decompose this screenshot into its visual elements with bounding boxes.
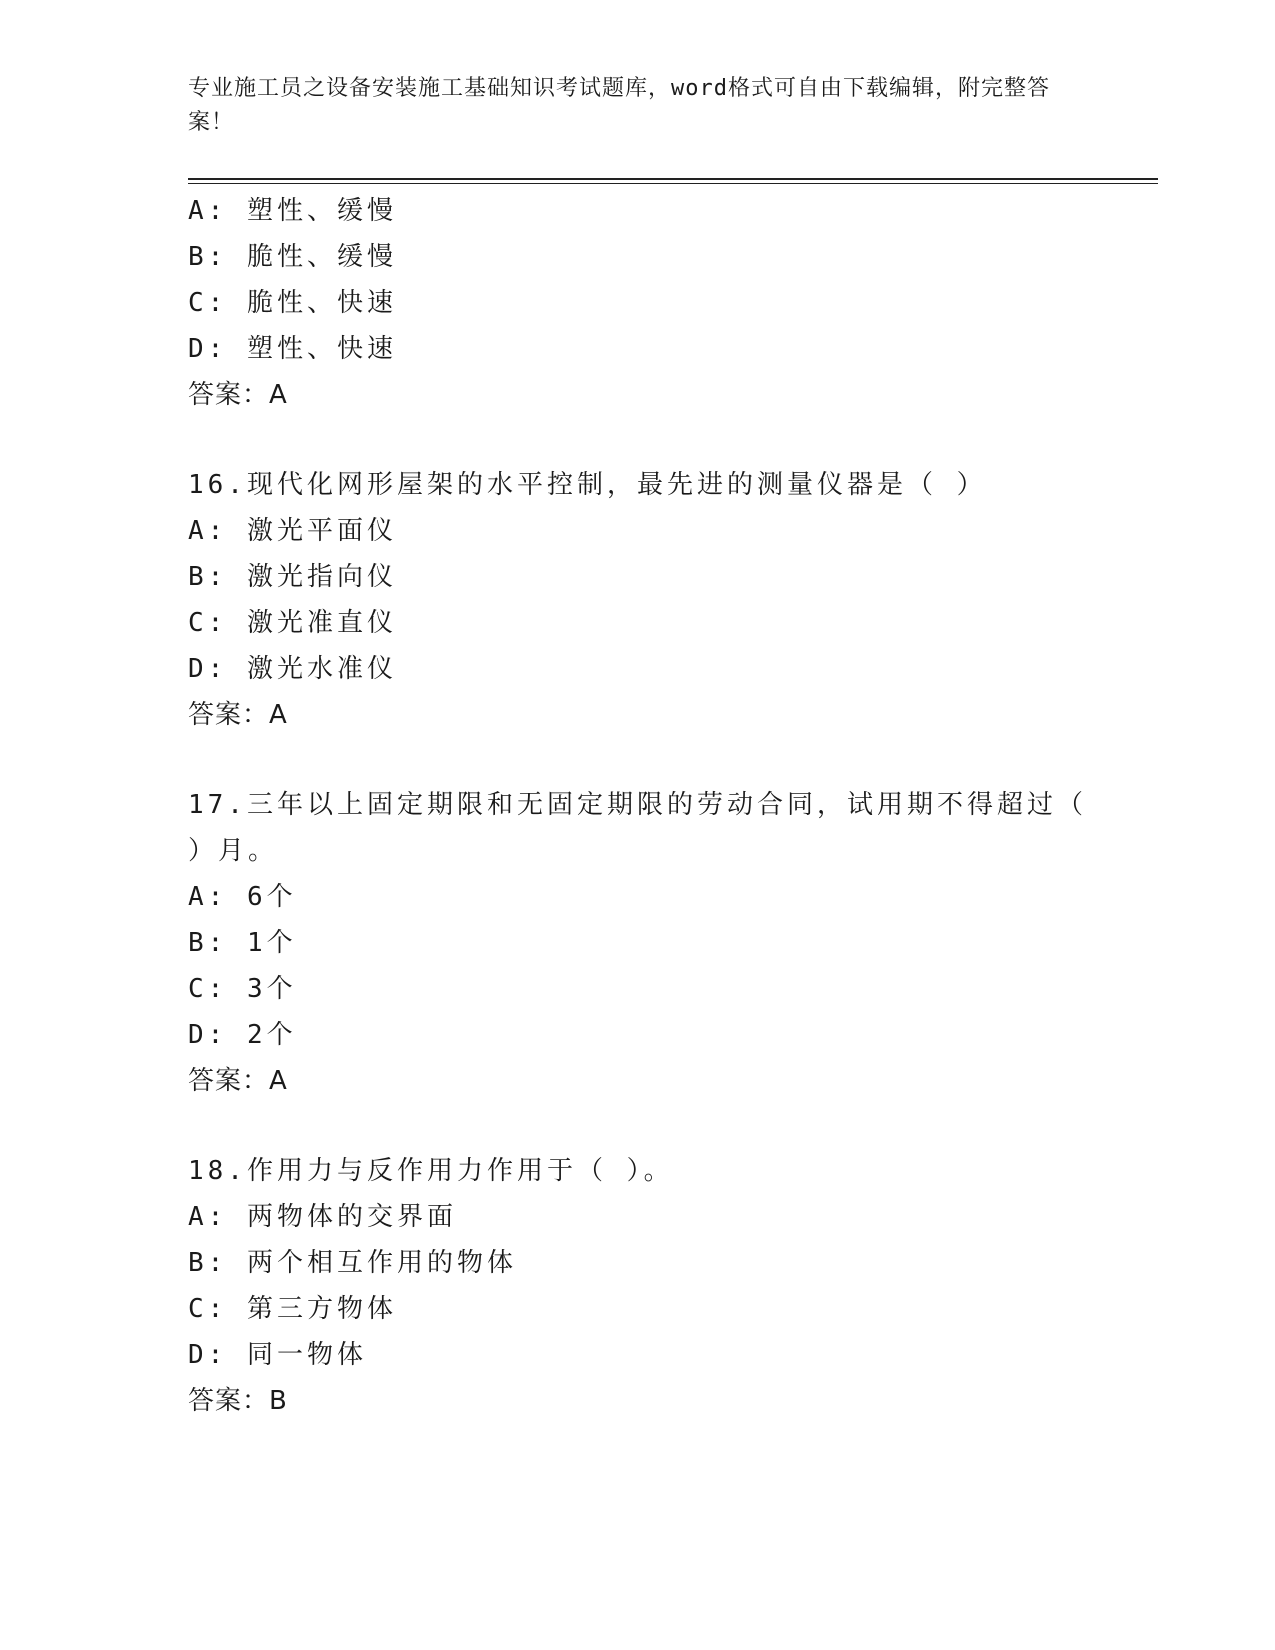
answer: 答案：A (188, 700, 288, 730)
option-a: A: 6个 (188, 882, 297, 912)
option-b: B: 两个相互作用的物体 (188, 1248, 517, 1278)
question-17 (188, 782, 1108, 1104)
option-d: D: 同一物体 (188, 1340, 367, 1370)
option-b: B: 1个 (188, 928, 297, 958)
document-header: 专业施工员之设备安装施工基础知识考试题库，word格式可自由下载编辑，附完整答案！ (188, 76, 1050, 135)
option-c: C: 激光准直仪 (188, 608, 397, 638)
question-list (188, 188, 1108, 1424)
question-stem: 16.现代化网形屋架的水平控制，最先进的测量仪器是（ ） (188, 470, 987, 500)
option-b: B: 脆性、缓慢 (188, 242, 397, 272)
header-divider-thin (188, 183, 1158, 184)
option-d: D: 2个 (188, 1020, 297, 1050)
question-18 (188, 1148, 1108, 1424)
answer: 答案：A (188, 380, 288, 410)
answer: 答案：A (188, 1066, 288, 1096)
option-b: B: 激光指向仪 (188, 562, 397, 592)
option-c: C: 第三方物体 (188, 1294, 397, 1324)
header-divider-thick (188, 178, 1158, 180)
previous-question-block (188, 188, 1108, 418)
option-a: A: 两物体的交界面 (188, 1202, 457, 1232)
option-a: A: 激光平面仪 (188, 516, 397, 546)
option-d: D: 塑性、快速 (188, 334, 397, 364)
option-a: A: 塑性、缓慢 (188, 196, 397, 226)
question-stem: 18.作用力与反作用力作用于（ ）。 (188, 1156, 674, 1186)
question-16 (188, 462, 1108, 738)
option-d: D: 激光水准仪 (188, 654, 397, 684)
question-stem: 17.三年以上固定期限和无固定期限的劳动合同，试用期不得超过（ ）月。 (188, 790, 1087, 866)
option-c: C: 3个 (188, 974, 297, 1004)
option-c: C: 脆性、快速 (188, 288, 397, 318)
answer: 答案：B (188, 1386, 288, 1416)
